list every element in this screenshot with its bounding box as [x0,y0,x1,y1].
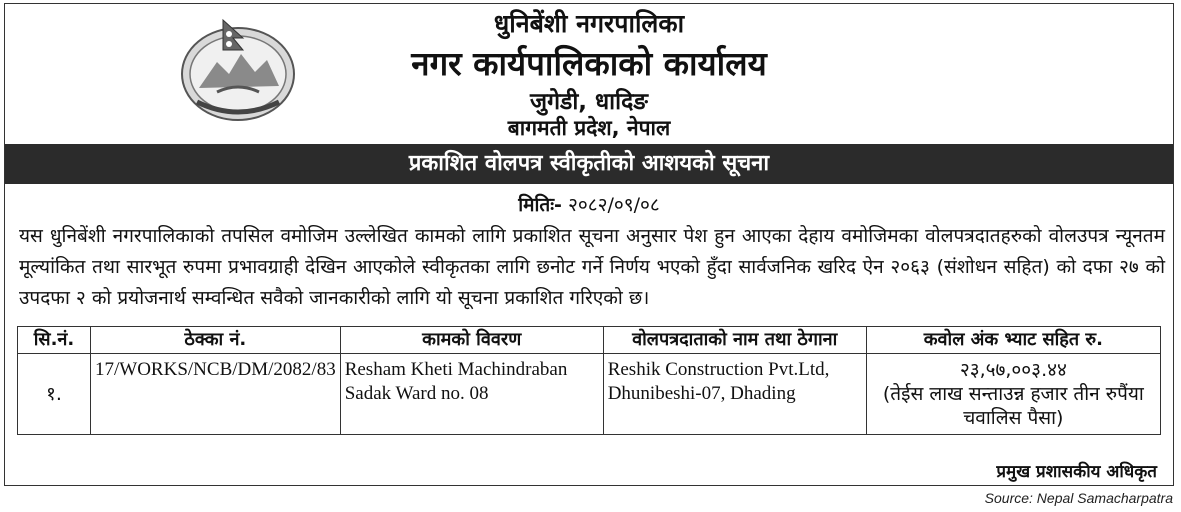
col-header-contract: ठेक्का नं. [91,327,341,354]
amount-words: (तेईस लाख सन्ताउन्न हजार तीन रुपैंया चवालिस पैसा) [882,383,1144,429]
date-label: मितिः- [518,194,562,216]
cell-bidder: Reshik Construction Pvt.Ltd, Dhunibeshi-07, Dhading [603,354,866,435]
notice-title: प्रकाशित वोलपत्र स्वीकृतीको आशयको सूचना [5,144,1173,184]
source-credit: Source: Nepal Samacharpatra [984,490,1173,506]
notice-frame [4,3,1174,486]
signatory: प्रमुख प्रशासकीय अधिकृत [996,462,1157,482]
cell-description: Resham Kheti Machindraban Sadak Ward no. 08 [340,354,603,435]
date-value: २०८२/०९/०८ [567,194,660,216]
award-table [17,326,1161,435]
table-header-row [18,327,1161,354]
province-name: बागमती प्रदेश, नेपाल [507,116,671,140]
cell-sn: १. [18,354,91,435]
col-header-sn: सि.नं. [18,327,91,354]
office-name: नगर कार्यपालिकाको कार्यालय [411,44,767,83]
municipality-name: धुनिबेंशी नगरपालिका [493,9,685,38]
cell-contract-no: 17/WORKS/NCB/DM/2082/83 [91,354,341,435]
col-header-amount: कवोल अंक भ्याट सहित रु. [866,327,1160,354]
notice-body: यस धुनिबेंशी नगरपालिकाको तपसिल वमोजिम उल्लेखित कामको लागि प्रकाशित सूचना अनुसार पेश हुन आएका देहाय वमोजिमका वोलपत्रदातहरुको वोलउपत्र न्यूनतम मूल्यांकित तथा सारभूत रुपमा प्रभावग्राही देखिन आएकोले स्वीकृतका लागि छनोट गर्ने निर्णय भएको हुँदा सार्वजनिक खरिद ऐन २०६३ (संशोधन सहित) को दफा २७ को उपदफा २ को प्रयोजनार्थ सम्वन्धित सवैको जानकारीको लागि यो सूचना प्रकाशित गरिएको छ। [19,225,1165,309]
table-row [18,354,1161,435]
col-header-bidder: वोलपत्रदाताको नाम तथा ठेगाना [603,327,866,354]
cell-amount [866,354,1160,435]
notice-date [5,191,1173,217]
col-header-description: कामको विवरण [340,327,603,354]
header [5,4,1173,142]
amount-figure: २३,५७,००३.४४ [959,359,1067,381]
office-address: जुगेडी, धादिङ [530,89,648,115]
